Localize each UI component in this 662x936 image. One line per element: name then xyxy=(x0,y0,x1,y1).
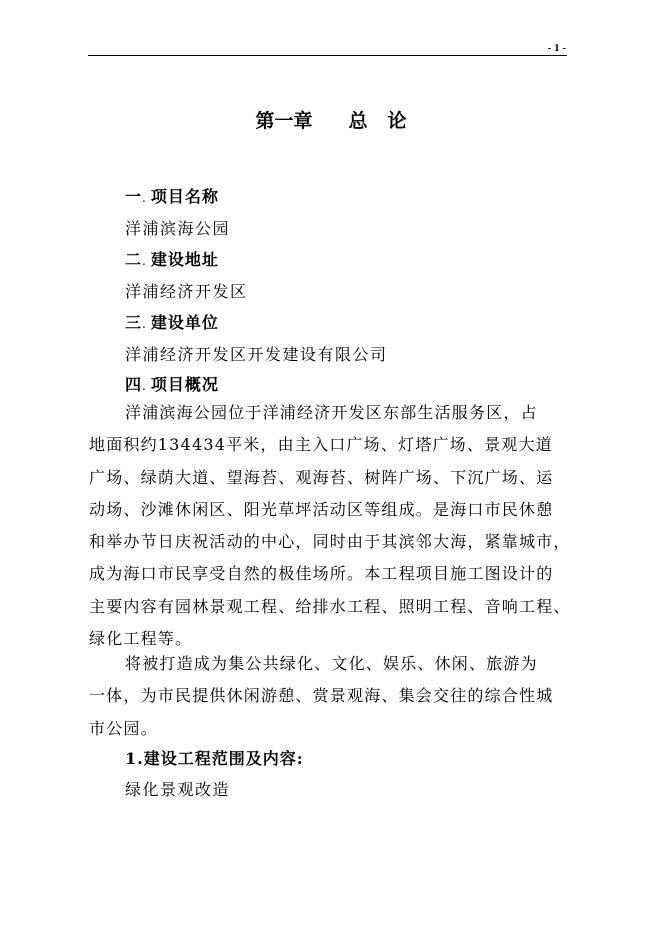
paragraph-line: 广场、绿荫大道、望海苔、观海苔、树阵广场、下沉广场、运 xyxy=(89,467,554,487)
paragraph-line: 地面积约134434平米，由主入口广场、灯塔广场、景观大道 xyxy=(89,435,553,455)
section-title: 建设地址 xyxy=(150,250,219,269)
section-number: 一 xyxy=(125,187,143,206)
section-heading: 四. 项目概况 xyxy=(125,375,219,394)
section-heading: 一. 项目名称 xyxy=(125,187,219,206)
section-title: 项目概况 xyxy=(150,375,219,394)
section-text: 洋浦滨海公园 xyxy=(125,219,231,238)
chapter-title-b: 论 xyxy=(387,110,407,132)
section-number: 二 xyxy=(125,250,143,269)
paragraph-line: 绿化工程等。 xyxy=(89,629,193,649)
section-title: 建设单位 xyxy=(150,313,219,332)
scope-text: 绿化景观改造 xyxy=(125,780,231,799)
paragraph-line: 成为海口市民享受自然的极佳场所。本工程项目施工图设计的 xyxy=(89,564,554,584)
paragraph-line: 将被打造成为集公共绿化、文化、娱乐、休闲、旅游为 xyxy=(125,654,538,673)
chapter-title-a: 总 xyxy=(348,110,368,132)
overview-paragraph xyxy=(89,648,581,745)
section-text: 洋浦经济开发区 xyxy=(125,282,248,301)
section-number: 三 xyxy=(125,313,143,332)
section-heading: 三. 建设单位 xyxy=(125,313,219,332)
section-heading: 二. 建设地址 xyxy=(125,250,219,269)
paragraph-line: 一体，为市民提供休闲游憩、赏景观海、集会交往的综合性城 xyxy=(89,686,554,706)
paragraph-line: 动场、沙滩休闲区、阳光草坪活动区等组成。是海口市民休憩 xyxy=(89,499,554,519)
section-title: 项目名称 xyxy=(150,187,219,206)
page-number: - 1 - xyxy=(547,42,566,54)
chapter-label: 第一章 xyxy=(255,110,313,132)
paragraph-line: 洋浦滨海公园位于洋浦经济开发区东部生活服务区，占 xyxy=(125,403,538,422)
section-number: 四 xyxy=(125,375,143,394)
paragraph-line: 市公园。 xyxy=(89,718,158,738)
chapter-title xyxy=(0,106,662,133)
paragraph-line: 和举办节日庆祝活动的中心，同时由于其滨邻大海，紧靠城市， xyxy=(89,532,571,552)
section-text: 洋浦经济开发区开发建设有限公司 xyxy=(125,345,388,364)
header-rule xyxy=(88,55,567,56)
overview-paragraph xyxy=(89,397,581,655)
scope-heading: 1.建设工程范围及内容: xyxy=(125,749,304,768)
paragraph-line: 主要内容有园林景观工程、给排水工程、照明工程、音响工程、 xyxy=(89,596,571,616)
